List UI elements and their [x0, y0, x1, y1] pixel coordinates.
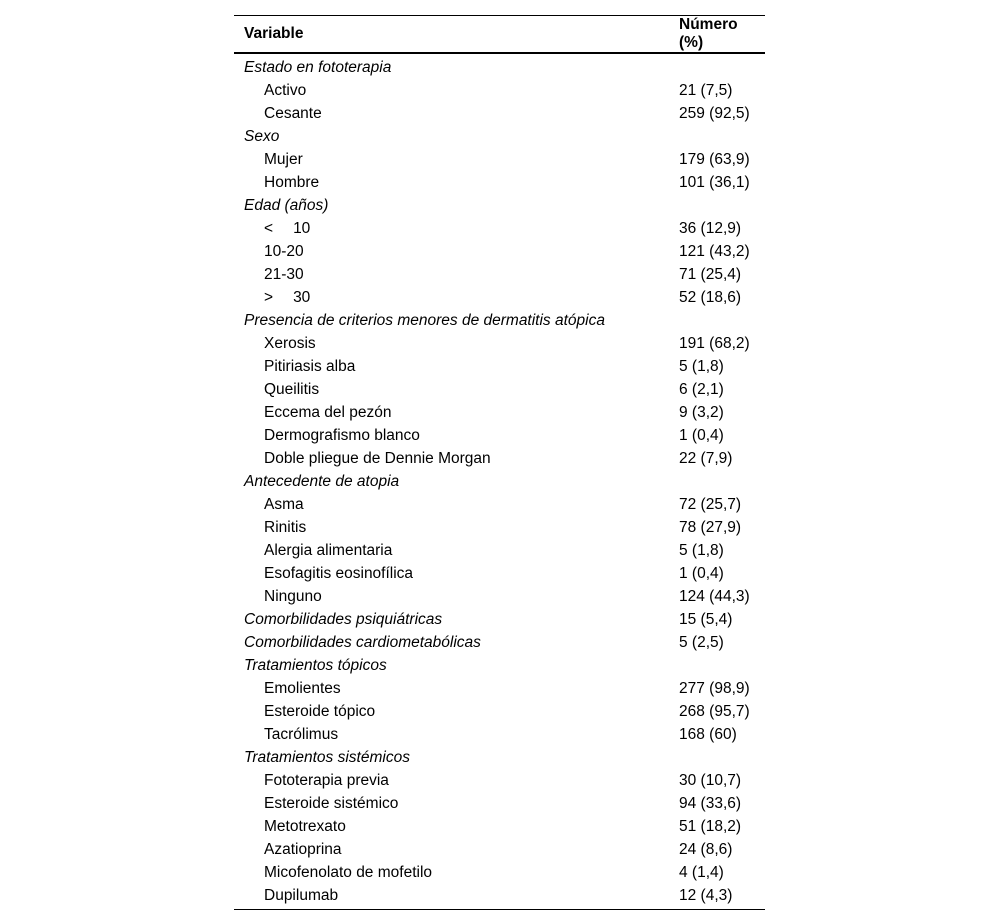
data-table-container — [234, 15, 765, 910]
table-row — [234, 148, 765, 171]
value-cell: 5 (1,8) — [679, 358, 724, 375]
variable-label-text: Dupilumab — [264, 887, 339, 904]
value-cell — [679, 654, 765, 677]
value-cell — [679, 746, 765, 769]
variable-label — [234, 539, 679, 562]
value-cell: 94 (33,6) — [679, 795, 742, 812]
table-row — [234, 562, 765, 585]
category-label — [234, 309, 679, 332]
table-row — [234, 240, 765, 263]
variable-label — [234, 700, 679, 723]
value-cell: 6 (2,1) — [679, 381, 724, 398]
value-cell — [679, 53, 765, 79]
variable-label-text: Comorbilidades cardiometabólicas — [244, 634, 481, 651]
variable-label-text: Antecedente de atopia — [244, 473, 400, 490]
category-row — [234, 194, 765, 217]
category-row — [234, 470, 765, 493]
variable-label — [234, 79, 679, 102]
table-body — [234, 53, 765, 910]
variable-label-text: Micofenolato de mofetilo — [264, 864, 433, 881]
variable-label — [234, 677, 679, 700]
table-row — [234, 769, 765, 792]
variable-label-text: Tratamientos tópicos — [244, 657, 387, 674]
variable-label — [234, 838, 679, 861]
variable-label-text: Azatioprina — [264, 841, 342, 858]
table-row — [234, 378, 765, 401]
value-cell: 51 (18,2) — [679, 818, 742, 835]
variable-label-text: Activo — [264, 82, 307, 99]
table-row — [234, 861, 765, 884]
table-row — [234, 539, 765, 562]
table-row — [234, 217, 765, 240]
value-cell: 22 (7,9) — [679, 450, 733, 467]
table-row — [234, 700, 765, 723]
variable-label-text: Eccema del pezón — [264, 404, 392, 421]
table-row — [234, 424, 765, 447]
category-label — [234, 746, 679, 769]
variable-label — [234, 861, 679, 884]
header-variable: Variable — [234, 16, 679, 54]
value-cell: 121 (43,2) — [679, 243, 750, 260]
variable-label-text: Esteroide tópico — [264, 703, 376, 720]
table-row — [234, 585, 765, 608]
variable-label — [234, 516, 679, 539]
table-row — [234, 263, 765, 286]
category-row — [234, 631, 765, 654]
value-cell: 36 (12,9) — [679, 220, 742, 237]
variable-label — [234, 148, 679, 171]
value-cell — [679, 309, 765, 332]
variable-label — [234, 286, 679, 309]
value-cell: 168 (60) — [679, 726, 737, 743]
variable-label — [234, 171, 679, 194]
value-cell: 5 (1,8) — [679, 542, 724, 559]
value-cell: 268 (95,7) — [679, 703, 750, 720]
variable-label-text: Hombre — [264, 174, 320, 191]
variable-label-text: Rinitis — [264, 519, 307, 536]
variable-label-text: Asma — [264, 496, 304, 513]
variable-label-text: Metotrexato — [264, 818, 346, 835]
category-label — [234, 608, 679, 631]
category-row — [234, 746, 765, 769]
variable-label — [234, 102, 679, 125]
variable-label-text: Tacrólimus — [264, 726, 339, 743]
table-row — [234, 401, 765, 424]
value-cell: 179 (63,9) — [679, 151, 750, 168]
variable-label-text: Esteroide sistémico — [264, 795, 399, 812]
header-row — [234, 16, 765, 54]
variable-label-bound: 30 — [293, 289, 311, 306]
variable-label — [234, 493, 679, 516]
variable-label — [234, 815, 679, 838]
value-cell — [679, 194, 765, 217]
header-number: Número (%) — [679, 16, 765, 54]
table-row — [234, 355, 765, 378]
category-label — [234, 631, 679, 654]
category-label — [234, 654, 679, 677]
table-row — [234, 677, 765, 700]
category-label — [234, 194, 679, 217]
variable-label — [234, 263, 679, 286]
category-row — [234, 53, 765, 79]
category-row — [234, 309, 765, 332]
value-cell: 5 (2,5) — [679, 634, 724, 651]
variable-label — [234, 240, 679, 263]
variable-label-text: 10-20 — [264, 243, 304, 260]
value-cell: 15 (5,4) — [679, 611, 733, 628]
variable-label-text: 21-30 — [264, 266, 304, 283]
value-cell: 52 (18,6) — [679, 289, 742, 306]
table-row — [234, 447, 765, 470]
variable-label-text: Fototerapia previa — [264, 772, 389, 789]
variable-label-text: < — [264, 220, 274, 237]
variable-label-text: Mujer — [264, 151, 303, 168]
value-cell: 1 (0,4) — [679, 565, 724, 582]
variable-label-text: Dermografismo blanco — [264, 427, 420, 444]
table-row — [234, 286, 765, 309]
category-label — [234, 470, 679, 493]
table-row — [234, 838, 765, 861]
variable-label — [234, 447, 679, 470]
table-row — [234, 332, 765, 355]
variable-label — [234, 792, 679, 815]
variable-label-text: > — [264, 289, 274, 306]
value-cell: 24 (8,6) — [679, 841, 733, 858]
variable-label — [234, 217, 679, 240]
value-cell: 191 (68,2) — [679, 335, 750, 352]
variable-label-text: Esofagitis eosinofílica — [264, 565, 414, 582]
variable-label-text: Doble pliegue de Dennie Morgan — [264, 450, 491, 467]
table-row — [234, 79, 765, 102]
variable-label-text: Estado en fototerapia — [244, 59, 392, 76]
value-cell: 71 (25,4) — [679, 266, 742, 283]
value-cell: 30 (10,7) — [679, 772, 742, 789]
value-cell: 12 (4,3) — [679, 887, 733, 904]
table-row — [234, 884, 765, 910]
value-cell: 78 (27,9) — [679, 519, 742, 536]
variable-label-text: Xerosis — [264, 335, 316, 352]
variable-label — [234, 355, 679, 378]
table-row — [234, 792, 765, 815]
value-cell: 277 (98,9) — [679, 680, 750, 697]
variable-label — [234, 769, 679, 792]
value-cell — [679, 125, 765, 148]
variable-label-text: Pitiriasis alba — [264, 358, 356, 375]
variable-label — [234, 378, 679, 401]
value-cell: 124 (44,3) — [679, 588, 750, 605]
table-row — [234, 171, 765, 194]
variable-label-text: Sexo — [244, 128, 280, 145]
value-cell: 72 (25,7) — [679, 496, 742, 513]
table-row — [234, 493, 765, 516]
category-row — [234, 654, 765, 677]
table-row — [234, 723, 765, 746]
variable-label-text: Queilitis — [264, 381, 320, 398]
variable-label-bound: 10 — [293, 220, 311, 237]
value-cell: 9 (3,2) — [679, 404, 724, 421]
variable-label-text: Presencia de criterios menores de dermatitis atópica — [244, 312, 605, 329]
value-cell: 1 (0,4) — [679, 427, 724, 444]
value-cell: 4 (1,4) — [679, 864, 724, 881]
variable-label — [234, 585, 679, 608]
value-cell: 259 (92,5) — [679, 105, 750, 122]
variable-label-text: Alergia alimentaria — [264, 542, 393, 559]
category-label — [234, 125, 679, 148]
variable-label — [234, 332, 679, 355]
patient-characteristics-table — [234, 15, 765, 910]
category-row — [234, 125, 765, 148]
variable-label — [234, 424, 679, 447]
variable-label — [234, 884, 679, 910]
variable-label-text: Tratamientos sistémicos — [244, 749, 410, 766]
value-cell: 101 (36,1) — [679, 174, 750, 191]
table-header — [234, 16, 765, 54]
table-row — [234, 815, 765, 838]
category-label — [234, 53, 679, 79]
variable-label-text: Emolientes — [264, 680, 341, 697]
variable-label — [234, 562, 679, 585]
table-row — [234, 516, 765, 539]
variable-label-text: Ninguno — [264, 588, 322, 605]
variable-label-text: Edad (años) — [244, 197, 329, 214]
variable-label-text: Cesante — [264, 105, 322, 122]
variable-label — [234, 723, 679, 746]
variable-label — [234, 401, 679, 424]
value-cell — [679, 470, 765, 493]
value-cell: 21 (7,5) — [679, 82, 733, 99]
variable-label-text: Comorbilidades psiquiátricas — [244, 611, 443, 628]
category-row — [234, 608, 765, 631]
table-row — [234, 102, 765, 125]
